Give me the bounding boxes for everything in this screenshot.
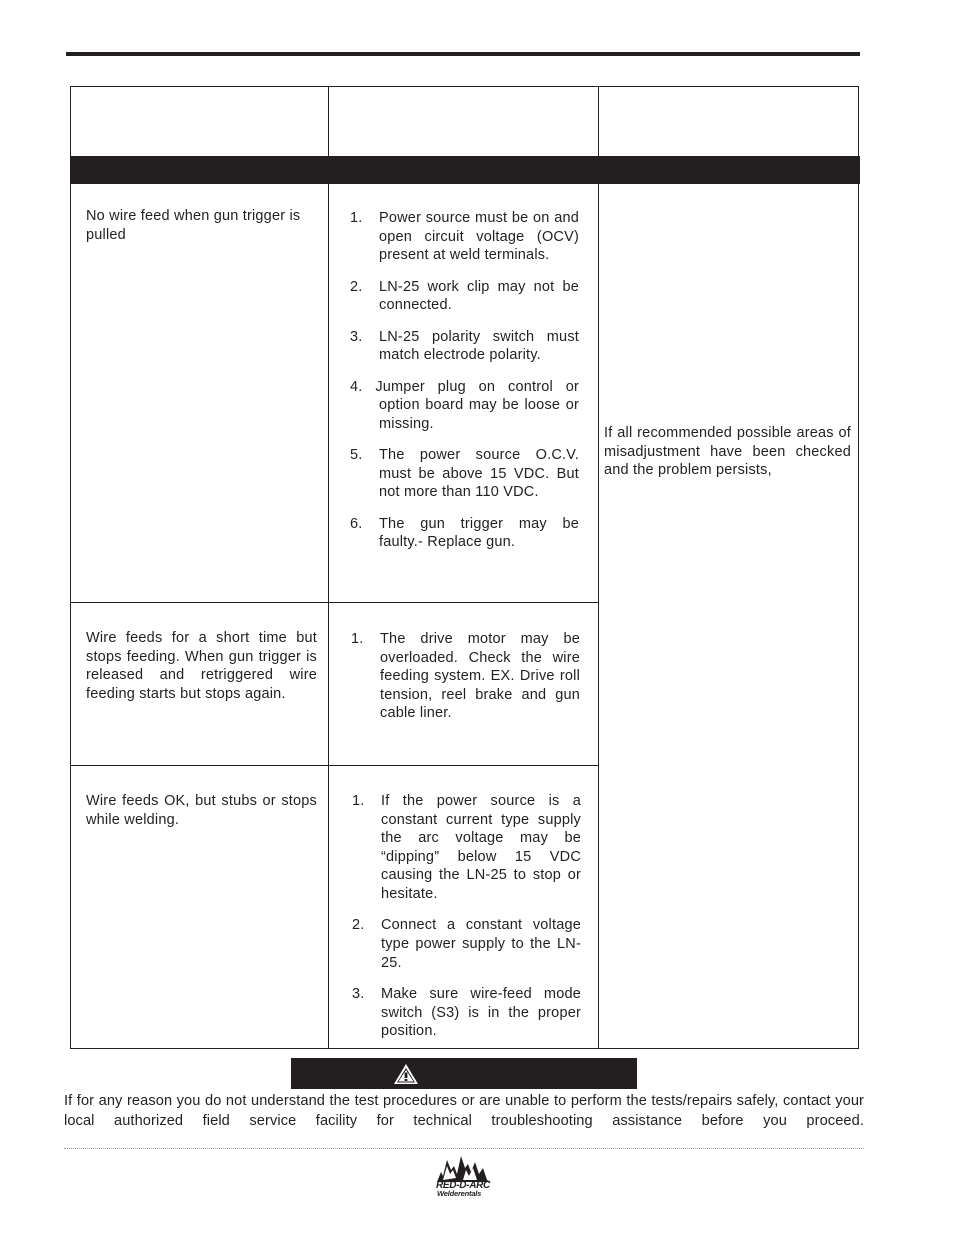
list-item: 3. Make sure wire-feed mode switch (S3) is in the proper position. xyxy=(352,985,581,1040)
row-divider xyxy=(70,765,599,766)
list-item: 1. If the power source is a constant current type supply the arc voltage may be “dipping” below 15 VDC causing the LN-25 to stop or hesitate. xyxy=(352,793,581,902)
column-divider-left xyxy=(328,86,329,1049)
caution-triangle-icon xyxy=(393,1063,419,1085)
symptom-stubs-while-welding: Wire feeds OK, but stubs or stops while welding. xyxy=(86,793,317,828)
red-d-arc-logo xyxy=(433,1152,495,1198)
list-item: 4. Jumper plug on control or option board may be loose or missing. xyxy=(350,378,580,432)
column-divider-right xyxy=(598,86,599,1049)
symptom-stops-feeding: Wire feeds for a short time but stops feeding. When gun trigger is released and retriggered wire feeding starts but stops again. xyxy=(86,630,317,702)
list-item: 1. The drive motor may be overloaded. Check the wire feeding system. EX. Drive roll tension, reel brake and gun cable liner. xyxy=(351,631,580,722)
list-item: 2. Connect a constant voltage type power supply to the LN-25. xyxy=(352,917,581,971)
causes-list xyxy=(352,792,581,1054)
causes-list xyxy=(350,209,579,565)
causes-list xyxy=(351,630,580,736)
symptom-no-wire-feed: No wire feed when gun trigger is pulled xyxy=(86,208,301,243)
list-item: 6. The gun trigger may be faulty.- Replace gun. xyxy=(350,515,579,551)
list-item: 5. The power source O.C.V. must be above 15 VDC. But not more than 110 VDC. xyxy=(350,447,579,501)
recommended-action: If all recommended possible areas of misadjustment have been checked and the problem persists, xyxy=(604,425,851,479)
list-item: 1. Power source must be on and open circuit voltage (OCV) present at weld terminals. xyxy=(350,210,579,264)
row-divider xyxy=(70,602,599,603)
table-header-bar xyxy=(70,156,860,184)
caution-bar xyxy=(291,1058,637,1089)
list-item: 3. LN-25 polarity switch must match electrode polarity. xyxy=(350,328,579,364)
footer-rule xyxy=(64,1148,864,1149)
caution-text: If for any reason you do not understand the test procedures or are unable to perform the tests/repairs safely, contact your local authorized field service facility for technical troubleshooting assistance before you proceed. xyxy=(64,1093,864,1129)
top-rule xyxy=(66,52,860,56)
list-item: 2. LN-25 work clip may not be connected. xyxy=(350,278,579,314)
svg-text:RED-D-ARC: RED-D-ARC xyxy=(436,1180,490,1191)
svg-text:Welderentals: Welderentals xyxy=(437,1189,482,1198)
